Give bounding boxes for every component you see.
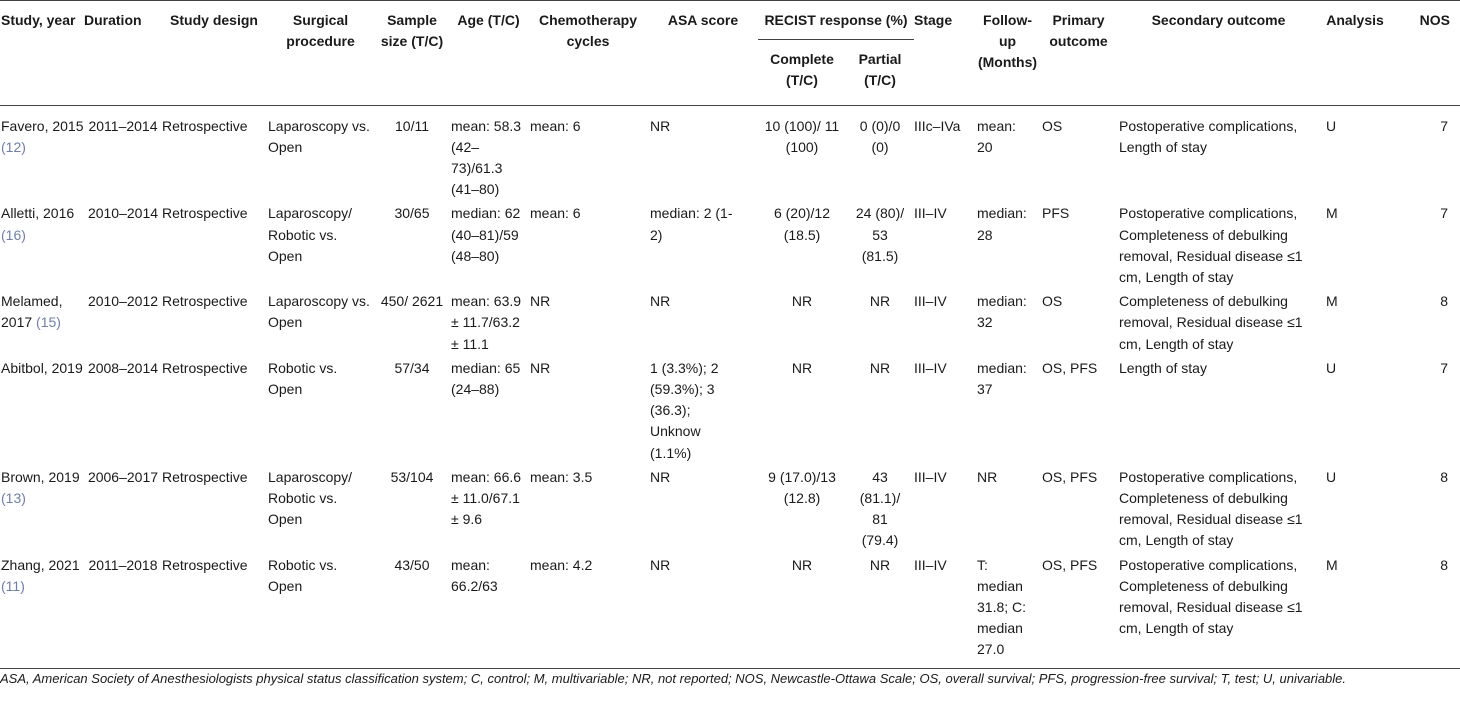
cell-asa-score: median: 2 (1-2) (650, 205, 733, 243)
cell-asa-score: NR (650, 117, 671, 134)
table-row (0, 552, 1460, 669)
cell-analysis: U (1326, 117, 1337, 134)
reference-link[interactable]: (16) (1, 226, 26, 243)
cell-analysis: M (1326, 293, 1338, 310)
cell-chemo-cycles: NR (530, 359, 551, 376)
cell-procedure: Laparoscopy vs. Open (268, 293, 370, 331)
header-asa-score: ASA score (648, 1, 758, 106)
cell-age: mean: 58.3 (42–73)/61.3 (41–80) (451, 117, 522, 198)
study-name: Alletti, 2016 (1, 205, 75, 222)
study-name: Favero, 2015 (1, 117, 84, 134)
cell-recist-complete: 6 (20)/12 (18.5) (773, 205, 831, 243)
cell-sample-size: 43/50 (375, 552, 449, 669)
cell-study (0, 464, 84, 552)
cell-stage: III–IV (914, 552, 975, 669)
cell-follow-up: T: median 31.8; C: median 27.0 (975, 552, 1040, 669)
cell-asa-score: NR (650, 468, 671, 485)
cell-analysis: U (1326, 359, 1337, 376)
cell-design: Retrospective (162, 359, 248, 376)
cell-sample-size: 53/104 (390, 468, 434, 485)
header-recist-complete: Complete (T/C) (770, 51, 834, 89)
study-name: Abitbol, 2019 (1, 359, 83, 376)
cell-duration: 2010–2012 (87, 293, 159, 310)
cell-recist-complete: 10 (100)/ 11 (100) (764, 117, 840, 155)
cell-design: Retrospective (162, 205, 248, 222)
header-nos: NOS (1390, 1, 1460, 106)
cell-age: mean: 66.6 ± 11.0/67.1 ± 9.6 (451, 468, 522, 528)
table-footnote: ASA, American Society of Anesthesiologists physical status classification system; C, control; M, multivariable; NR, not reported; NOS, Newcastle-Ottawa Scale; OS, overall survival; PFS, progression-free survival; T, test; U, univariable. (0, 670, 1347, 686)
table-row (0, 200, 1460, 288)
cell-analysis: U (1326, 468, 1337, 485)
cell-duration: 2011–2018 (84, 552, 162, 669)
cell-study (0, 355, 84, 464)
cell-asa-score: 1 (3.3%); 2 (59.3%); 3 (36.3); Unknow (1.1%) (650, 359, 719, 461)
cell-study (0, 200, 84, 288)
cell-procedure: Laparoscopy/ Robotic vs. Open (268, 205, 353, 264)
cell-stage: IIIc–IVa (914, 117, 961, 134)
cell-secondary-outcome: Postoperative complications, Completeness of debulking removal, Residual disease ≤1 cm, Length of stay (1119, 205, 1303, 286)
cell-analysis: M (1326, 205, 1338, 222)
table-row (0, 288, 1460, 355)
cell-analysis: M (1320, 552, 1390, 669)
cell-follow-up: median: 37 (977, 359, 1027, 398)
table-body (0, 105, 1460, 668)
cell-asa-score: NR (648, 552, 758, 669)
cell-recist-partial: NR (869, 359, 891, 376)
header-study-year: Study, year (0, 1, 84, 106)
cell-chemo-cycles: mean: 4.2 (528, 552, 648, 669)
cell-study (0, 288, 84, 355)
cell-sample-size: 30/65 (394, 205, 430, 222)
cell-secondary-outcome: Completeness of debulking removal, Residual disease ≤1 cm, Length of stay (1119, 293, 1303, 352)
study-name: Zhang, 2021 (1, 556, 80, 573)
cell-primary-outcome: PFS (1042, 205, 1070, 222)
cell-recist-complete: NR (791, 293, 813, 310)
cell-chemo-cycles: mean: 3.5 (530, 468, 593, 485)
cell-duration: 2011–2014 (88, 117, 158, 134)
header-stage: Stage (914, 1, 975, 106)
cell-nos: 7 (1440, 359, 1449, 376)
cell-study (0, 552, 84, 669)
cell-recist-partial: 24 (80)/ 53 (81.5) (855, 205, 905, 264)
cell-stage: III–IV (914, 468, 947, 485)
cell-primary-outcome: OS (1042, 117, 1063, 134)
study-name: Brown, 2019 (1, 468, 80, 485)
header-sample-size: Sample size (T/C) (375, 1, 449, 106)
header-chemo-cycles: Chemotherapy cycles (528, 1, 648, 106)
cell-age: mean: 66.2/63 (449, 552, 528, 669)
cell-duration: 2006–2017 (87, 468, 159, 485)
cell-sample-size: 10/11 (395, 117, 429, 134)
cell-design: Retrospective (162, 117, 248, 134)
cell-primary-outcome: OS, PFS (1042, 468, 1098, 485)
cell-follow-up: median: 32 (977, 293, 1027, 331)
table-header (0, 1, 1460, 106)
cell-age: median: 62 (40–81)/59 (48–80) (451, 205, 521, 264)
cell-recist-partial: 0 (0)/0 (0) (859, 117, 901, 155)
cell-asa-score: NR (650, 293, 671, 310)
cell-secondary-outcome: Postoperative complications, Completeness of debulking removal, Residual disease ≤1 cm, Length of stay (1119, 468, 1303, 549)
cell-primary-outcome: OS (1042, 293, 1063, 310)
reference-link[interactable]: (11) (1, 577, 25, 594)
cell-nos: 7 (1440, 205, 1449, 222)
cell-procedure: Laparoscopy vs. Open (268, 117, 370, 155)
reference-link[interactable]: (13) (1, 490, 26, 507)
cell-nos: 8 (1390, 552, 1460, 669)
header-recist-partial: Partial (T/C) (858, 51, 902, 89)
cell-stage: III–IV (914, 205, 947, 222)
cell-secondary-outcome: Postoperative complications, Length of stay (1119, 117, 1298, 155)
table-row (0, 464, 1460, 552)
cell-sample-size: 450/ 2621 (380, 293, 444, 310)
cell-design: Retrospective (162, 293, 248, 310)
cell-duration: 2010–2014 (87, 205, 159, 222)
header-follow-up: Follow-up (Months) (975, 1, 1040, 106)
cell-nos: 8 (1440, 293, 1449, 310)
cell-procedure: Robotic vs. Open (268, 359, 338, 398)
cell-procedure: Laparoscopy/ Robotic vs. Open (268, 468, 353, 528)
header-duration: Duration (84, 1, 162, 106)
cell-primary-outcome: OS, PFS (1042, 359, 1098, 376)
cell-age: mean: 63.9 ± 11.7/63.2 ± 11.1 (451, 293, 522, 352)
cell-primary-outcome: OS, PFS (1040, 552, 1117, 669)
cell-chemo-cycles: NR (530, 293, 551, 310)
cell-design: Retrospective (162, 552, 266, 669)
cell-chemo-cycles: mean: 6 (530, 117, 581, 134)
cell-recist-complete: NR (758, 552, 846, 669)
header-study-design: Study design (162, 1, 266, 106)
cell-follow-up: NR (977, 468, 998, 485)
cell-recist-partial: NR (846, 552, 914, 669)
cell-study (0, 105, 84, 200)
cell-nos: 8 (1440, 468, 1449, 485)
header-recist: RECIST response (%) (758, 1, 914, 40)
cell-design: Retrospective (162, 468, 248, 485)
cell-stage: III–IV (914, 359, 947, 376)
cell-follow-up: mean: 20 (977, 117, 1016, 155)
cell-recist-partial: NR (869, 293, 891, 310)
header-analysis: Analysis (1320, 1, 1390, 106)
cell-secondary-outcome: Length of stay (1119, 359, 1207, 376)
cell-recist-partial: 43 (81.1)/ 81 (79.4) (859, 468, 901, 549)
cell-secondary-outcome: Postoperative complications, Completeness of debulking removal, Residual disease ≤1 cm, Length of stay (1117, 552, 1320, 669)
cell-age: median: 65 (24–88) (451, 359, 521, 398)
reference-link[interactable]: (12) (1, 138, 26, 155)
study-name: Melamed, 2017 (1, 293, 63, 331)
cell-chemo-cycles: mean: 6 (530, 205, 581, 222)
cell-recist-complete: NR (791, 359, 813, 376)
reference-link[interactable]: (15) (36, 314, 61, 331)
header-secondary-outcome: Secondary outcome (1117, 1, 1320, 106)
header-primary-outcome: Primary outcome (1040, 1, 1117, 106)
cell-stage: III–IV (914, 293, 947, 310)
cell-sample-size: 57/34 (394, 359, 430, 376)
cell-duration: 2008–2014 (87, 359, 159, 376)
table-row (0, 105, 1460, 200)
cell-procedure: Robotic vs. Open (266, 552, 375, 669)
header-surgical-procedure: Surgical procedure (266, 1, 375, 106)
table-row (0, 355, 1460, 464)
cell-follow-up: median: 28 (977, 205, 1027, 243)
cell-recist-complete: 9 (17.0)/13 (12.8) (768, 468, 836, 507)
cell-nos: 7 (1440, 117, 1449, 134)
header-age: Age (T/C) (449, 1, 528, 106)
